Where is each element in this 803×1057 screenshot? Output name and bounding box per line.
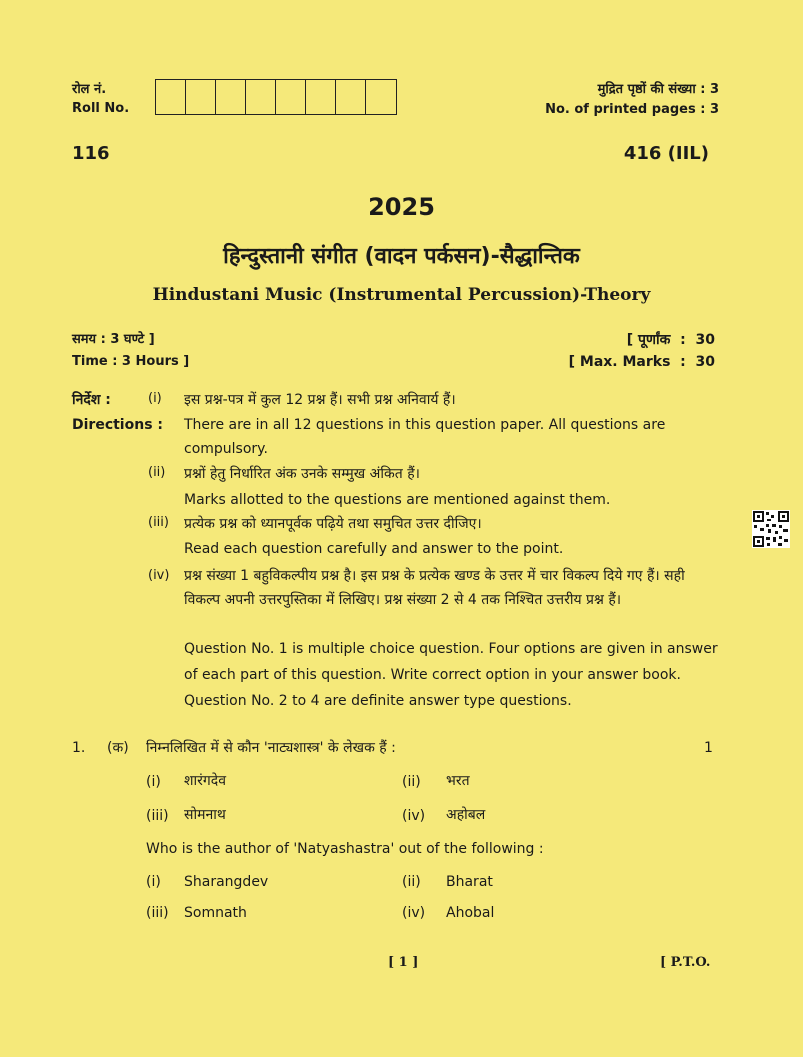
option-number: (iv) bbox=[402, 905, 426, 921]
page-number: [ 1 ] bbox=[388, 955, 419, 970]
option-text-hindi: सोमनाथ bbox=[184, 807, 226, 823]
question-part: (क) bbox=[107, 740, 129, 756]
option-text-hindi: भरत bbox=[446, 773, 470, 789]
option-number: (ii) bbox=[402, 774, 421, 790]
roll-digit-box[interactable] bbox=[156, 80, 186, 114]
question-text-english: Who is the author of 'Natyashastra' out of the following : bbox=[146, 841, 544, 857]
question-marks: 1 bbox=[704, 740, 713, 756]
roll-digit-box[interactable] bbox=[366, 80, 396, 114]
option-number: (ii) bbox=[402, 874, 421, 890]
exam-duration bbox=[72, 329, 189, 373]
roll-digit-box[interactable] bbox=[276, 80, 306, 114]
option-text-english: Bharat bbox=[446, 874, 493, 890]
option-number: (i) bbox=[146, 774, 161, 790]
direction-number: (iv) bbox=[148, 568, 170, 583]
qr-code-icon bbox=[752, 510, 790, 548]
directions-label-hindi: निर्देश : bbox=[72, 392, 111, 408]
please-turn-over: [ P.T.O. bbox=[660, 955, 711, 970]
paper-code-right: 416 (IIL) bbox=[623, 143, 709, 164]
option-text-hindi: अहोबल bbox=[446, 807, 486, 823]
direction-text-english: Read each question carefully and answer to the point. bbox=[184, 541, 564, 557]
direction-text-hindi: प्रत्येक प्रश्न को ध्यानपूर्वक पढ़िये तथा समुचित उत्तर दीजिए। bbox=[184, 516, 482, 532]
option-number: (iii) bbox=[146, 905, 169, 921]
option-number: (iv) bbox=[402, 808, 426, 824]
roll-label-english: Roll No. bbox=[72, 101, 130, 116]
option-text-english: Ahobal bbox=[446, 905, 495, 921]
subject-title-hindi: हिन्दुस्तानी संगीत (वादन पर्कसन)-सैद्धान्तिक bbox=[223, 244, 580, 269]
direction-number: (iii) bbox=[148, 515, 169, 530]
directions-label-english: Directions : bbox=[72, 417, 163, 433]
subject-title-english: Hindustani Music (Instrumental Percussion)-Theory bbox=[152, 285, 651, 305]
option-text-english: Sharangdev bbox=[184, 874, 269, 890]
direction-text-hindi: इस प्रश्न-पत्र में कुल 12 प्रश्न हैं। सभी प्रश्न अनिवार्य हैं। bbox=[184, 392, 456, 408]
direction-text-english: Marks allotted to the questions are mentioned against them. bbox=[184, 492, 611, 508]
marks-hindi: [ पूर्णांक : 30 bbox=[626, 332, 715, 348]
option-number: (i) bbox=[146, 874, 161, 890]
roll-number-boxes[interactable] bbox=[155, 79, 397, 115]
roll-digit-box[interactable] bbox=[336, 80, 366, 114]
qr-code bbox=[752, 510, 790, 548]
roll-digit-box[interactable] bbox=[306, 80, 336, 114]
direction-text-hindi: प्रश्नों हेतु निर्धारित अंक उनके सम्मुख अंकित हैं। bbox=[184, 466, 420, 482]
question-text-hindi: निम्नलिखित में से कौन 'नाट्यशास्त्र' के लेखक हैं : bbox=[146, 740, 396, 756]
direction-number: (i) bbox=[148, 391, 162, 406]
roll-number-label bbox=[72, 80, 129, 118]
maximum-marks bbox=[569, 329, 715, 373]
paper-code-left: 116 bbox=[72, 143, 110, 164]
printed-pages-count bbox=[545, 80, 719, 120]
option-number: (iii) bbox=[146, 808, 169, 824]
question-number: 1. bbox=[72, 740, 86, 756]
direction-text-english: Question No. 1 is multiple choice question. Four options are given in answer of each part of this question. Write correct option in your answer book. Question No. 2 to 4 are definite answer type questions. bbox=[184, 641, 718, 709]
direction-text-english: There are in all 12 questions in this question paper. All questions are compulsory. bbox=[184, 417, 666, 457]
roll-digit-box[interactable] bbox=[216, 80, 246, 114]
direction-text-hindi: प्रश्न संख्या 1 बहुविकल्पीय प्रश्न है। इस प्रश्न के प्रत्येक खण्ड के उत्तर में चार विकल्प दिये गए हैं। सही विकल्प अपनी उत्तरपुस्तिका में लिखिए। प्रश्न संख्या 2 से 4 तक निश्चित उत्तरीय प्रश्न हैं। bbox=[184, 568, 685, 608]
time-english: Time : 3 Hours ] bbox=[72, 354, 190, 369]
exam-year: 2025 bbox=[368, 193, 435, 221]
marks-english: [ Max. Marks : 30 bbox=[568, 354, 715, 370]
roll-digit-box[interactable] bbox=[246, 80, 276, 114]
time-hindi: समय : 3 घण्टे ] bbox=[72, 332, 155, 347]
roll-label-hindi: रोल नं. bbox=[72, 82, 107, 97]
option-text-hindi: शारंगदेव bbox=[184, 773, 226, 789]
pages-english: No. of printed pages : 3 bbox=[545, 102, 719, 117]
direction-number: (ii) bbox=[148, 465, 166, 480]
roll-digit-box[interactable] bbox=[186, 80, 216, 114]
pages-hindi: मुद्रित पृष्ठों की संख्या : 3 bbox=[597, 82, 719, 97]
option-text-english: Somnath bbox=[184, 905, 247, 921]
